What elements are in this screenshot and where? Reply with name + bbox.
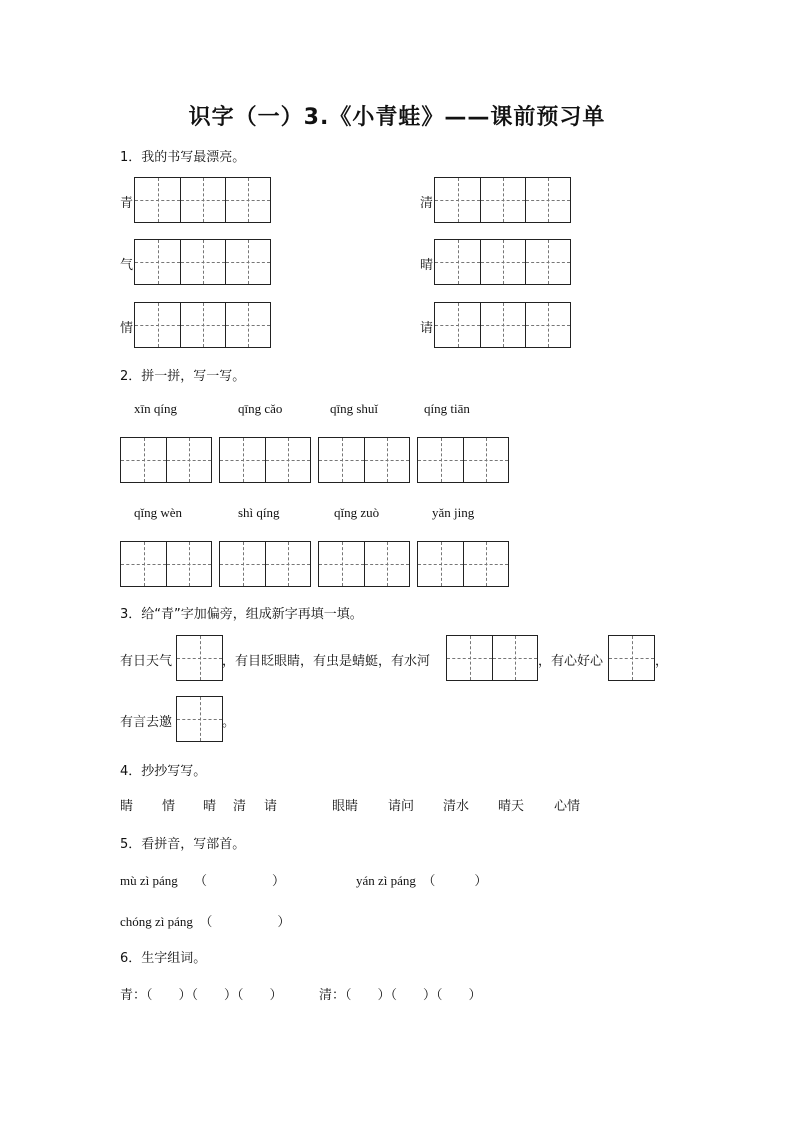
- q3-text-1: 有日天气: [120, 654, 173, 669]
- q2-grid-3[interactable]: [318, 437, 410, 483]
- q2-pinyin-6: shì qíng: [238, 505, 280, 520]
- q2-grid-5[interactable]: [120, 541, 212, 587]
- q4-item: 清: [233, 799, 247, 814]
- q4-item: 情: [162, 799, 176, 814]
- q3-text-3: ，有心好心: [538, 654, 604, 669]
- q3-heading: 3．给“青”字加偏旁，组成新字再填一填。: [120, 607, 363, 622]
- q4-item: 晴: [203, 799, 217, 814]
- q4-item: 心情: [554, 799, 581, 814]
- q2-pinyin-5: qǐng wèn: [134, 505, 183, 520]
- q2-pinyin-8: yǎn jing: [432, 505, 475, 520]
- q2-pinyin-2: qīng cǎo: [238, 401, 283, 416]
- q5-item-muzipang: mù zì páng （ ）: [120, 873, 286, 888]
- q4-item: 眼睛: [332, 799, 359, 814]
- q2-pinyin-1: xīn qíng: [134, 401, 177, 416]
- q1-grid-qing-speech[interactable]: [434, 302, 571, 348]
- q1-char-qing-heart: 情: [120, 321, 134, 336]
- q4-item: 清水: [443, 799, 470, 814]
- q6-heading: 6．生字组词。: [120, 951, 207, 966]
- q2-grid-2[interactable]: [219, 437, 311, 483]
- q5-heading: 5．看拼音，写部首。: [120, 837, 246, 852]
- q2-grid-4[interactable]: [417, 437, 509, 483]
- q1-grid-qing[interactable]: [134, 177, 271, 223]
- q4-heading: 4．抄抄写写。: [120, 764, 207, 779]
- q2-grid-6[interactable]: [219, 541, 311, 587]
- q1-grid-qing-water[interactable]: [434, 177, 571, 223]
- q3-text-4: ，: [655, 654, 669, 669]
- q4-item: 请问: [388, 799, 415, 814]
- q2-heading: 2．拼一拼，写一写。: [120, 369, 246, 384]
- q1-grid-qi[interactable]: [134, 239, 271, 285]
- q2-pinyin-3: qīng shuǐ: [330, 401, 379, 416]
- q3-text-2: ，有目眨眼睛，有虫是蜻蜓，有水河: [222, 654, 431, 669]
- q3-blank-4[interactable]: [176, 696, 223, 742]
- q6-line-qing-water: 清：（ ）（ ）（ ）: [319, 988, 482, 1003]
- q2-pinyin-7: qǐng zuò: [334, 505, 380, 520]
- q2-grid-1[interactable]: [120, 437, 212, 483]
- q6-line-qing: 青：（ ）（ ）（ ）: [120, 988, 283, 1003]
- q1-char-qi: 气: [120, 258, 134, 273]
- q5-item-chongzipang: chóng zì páng （ ）: [120, 914, 291, 929]
- q2-grid-7[interactable]: [318, 541, 410, 587]
- q4-item: 请: [264, 799, 278, 814]
- q5-item-yanzipang: yán zì páng （ ）: [356, 873, 488, 888]
- q3-text-5: 有言去邀: [120, 715, 173, 730]
- q1-grid-qing-sun[interactable]: [434, 239, 571, 285]
- q1-char-qing-sun: 晴: [420, 258, 434, 273]
- q1-char-qing: 青: [120, 196, 134, 211]
- q3-text-6: 。: [222, 715, 236, 730]
- q1-grid-qing-heart[interactable]: [134, 302, 271, 348]
- q2-pinyin-4: qíng tiān: [424, 401, 470, 416]
- q2-grid-8[interactable]: [417, 541, 509, 587]
- q4-item: 晴天: [498, 799, 525, 814]
- q1-char-qing-water: 清: [420, 196, 434, 211]
- q3-blank-2[interactable]: [446, 635, 538, 681]
- q4-item: 睛: [120, 799, 134, 814]
- q1-char-qing-speech: 请: [420, 321, 434, 336]
- q3-blank-1[interactable]: [176, 635, 223, 681]
- page-title: 识字（一）3.《小青蛙》——课前预习单: [188, 105, 606, 130]
- q1-heading: 1．我的书写最漂亮。: [120, 150, 246, 165]
- q3-blank-3[interactable]: [608, 635, 655, 681]
